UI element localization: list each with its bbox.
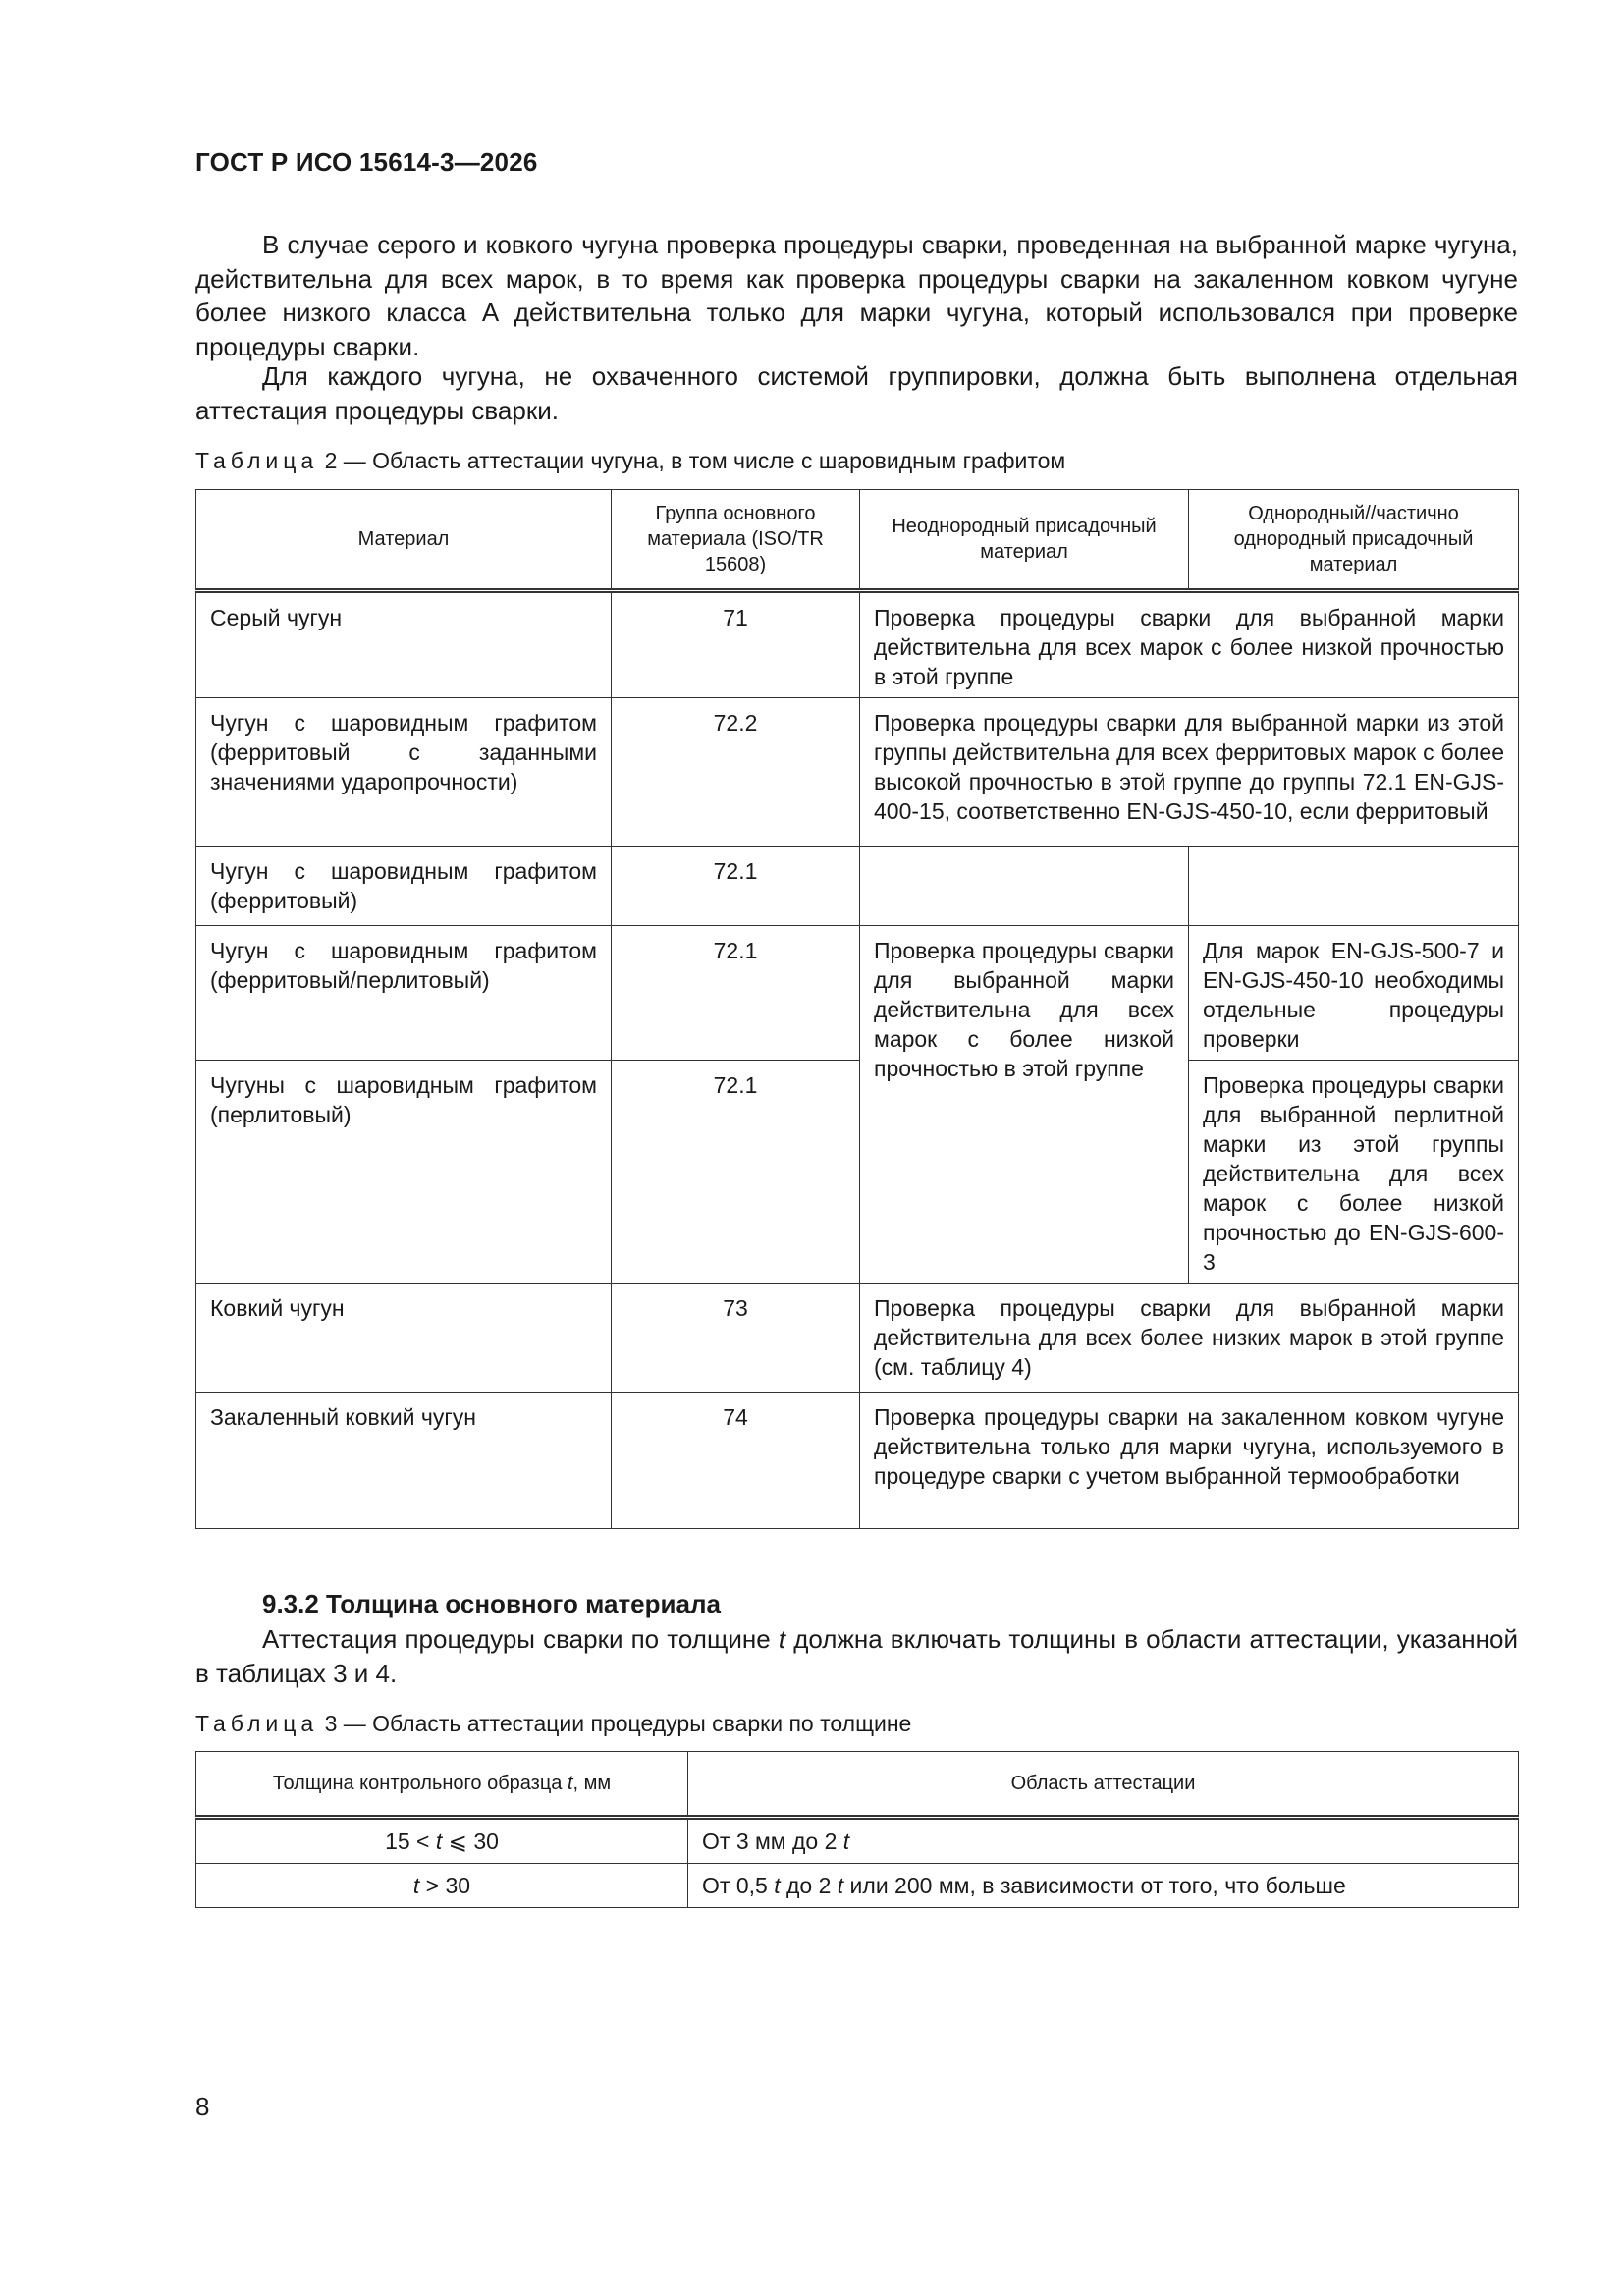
cell-material: Чугун с шаровидным графитом (ферритовый/перлитовый)	[196, 926, 612, 1061]
cell-material: Закаленный ковкий чугун	[196, 1393, 612, 1529]
cell-homogeneous: Для марок EN-GJS-500-7 и EN-GJS-450-10 необходимы отдельные процедуры проверки	[1189, 926, 1519, 1061]
cell-material: Серый чугун	[196, 591, 612, 698]
cell-material: Чугуны с шаровидным графитом (перлитовый)	[196, 1061, 612, 1284]
table-3-caption-word: Таблица	[195, 1711, 319, 1736]
table-row	[196, 1284, 1519, 1393]
range-var: t	[774, 1872, 781, 1898]
thickness-var: t	[412, 1872, 420, 1898]
cell-group: 72.1	[612, 926, 860, 1061]
cell-qualification: Проверка процедуры сварки для выбранной марки действительна для всех марок с более низкой прочностью в этой группе	[860, 591, 1519, 698]
thickness-text-b: > 30	[419, 1872, 471, 1898]
table-row	[196, 847, 1519, 926]
table-row	[196, 591, 1519, 698]
range-var: t	[842, 1828, 850, 1854]
cell-thickness	[196, 1818, 688, 1864]
header-homogeneous-filler: Однородный//частично однородный присадочный материал	[1189, 490, 1519, 591]
table-row	[196, 1061, 1519, 1284]
intro-paragraph-2: Для каждого чугуна, не охваченного системой группировки, должна быть выполнена отдельная аттестация процедуры сварки.	[195, 361, 1518, 425]
range-text-c: или 200 мм, в зависимости от того, что больше	[843, 1872, 1346, 1898]
cell-heterogeneous: Проверка процедуры сварки для выбранной марки действительна для всех марок с более низкой прочностью в этой группе	[860, 926, 1189, 1284]
cell-group: 74	[612, 1393, 860, 1529]
table-2-caption-text: 2 — Область аттестации чугуна, в том числе с шаровидным графитом	[318, 448, 1066, 473]
header-thickness-unit: , мм	[572, 1772, 612, 1794]
cell-group: 72.2	[612, 698, 860, 847]
header-heterogeneous-filler: Неоднородный присадочный материал	[860, 490, 1189, 591]
cell-heterogeneous	[860, 847, 1189, 926]
table-3-caption-text: 3 — Область аттестации процедуры сварки по толщине	[318, 1711, 912, 1736]
cell-group: 72.1	[612, 1061, 860, 1284]
document-code-header: ГОСТ Р ИСО 15614-3—2026	[195, 147, 538, 177]
table-2-caption-word: Таблица	[195, 448, 319, 473]
cell-material: Чугун с шаровидным графитом (ферритовый)	[196, 847, 612, 926]
table-row	[196, 926, 1519, 1061]
cell-group: 73	[612, 1284, 860, 1393]
thickness-text-b: ⩽ 30	[442, 1828, 499, 1854]
table-3-thickness-qualification	[195, 1751, 1519, 1908]
header-qualification-range: Область аттестации	[688, 1752, 1519, 1818]
cell-material: Ковкий чугун	[196, 1284, 612, 1393]
cell-thickness	[196, 1864, 688, 1908]
section-paragraph	[195, 1622, 1518, 1690]
table-header-row	[196, 1752, 1519, 1818]
table-2-cast-iron-qualification	[195, 489, 1519, 1529]
cell-qualification: Проверка процедуры сварки для выбранной марки из этой группы действительна для всех ферритовых марок с более высокой прочностью в этой группе до группы 72.1 EN-GJS-400-15, соответственно EN-GJS-450-10, если ферритовый	[860, 698, 1519, 847]
header-material: Материал	[196, 490, 612, 591]
cell-range	[688, 1818, 1519, 1864]
section-heading: 9.3.2 Толщина основного материала	[262, 1589, 721, 1618]
table-row	[196, 1393, 1519, 1529]
header-specimen-thickness	[196, 1752, 688, 1818]
header-material-group: Группа основного материала (ISO/TR 15608)	[612, 490, 860, 591]
table-header-row	[196, 490, 1519, 591]
thickness-variable: t	[778, 1624, 786, 1654]
intro-paragraph-1: В случае серого и ковкого чугуна проверка процедуры сварки, проведенная на выбранной марке чугуна, действительна для всех марок, в то время как проверка процедуры сварки на закаленном ковком чугуне более низкого класса А действительна только для марки чугуна, который использовался при проверке процедуры сварки.	[195, 230, 1518, 361]
cell-group: 71	[612, 591, 860, 698]
table-row	[196, 1818, 1519, 1864]
section-text-end: должна включать толщины в области аттестации, указанной в таблицах 3 и 4.	[195, 1624, 1518, 1688]
thickness-var: t	[435, 1828, 443, 1854]
table-2-caption	[195, 448, 1065, 474]
range-text-a: От 3 мм до 2	[702, 1828, 843, 1854]
thickness-text-a: 15 <	[385, 1828, 436, 1854]
cell-group: 72.1	[612, 847, 860, 926]
range-text-b: до 2	[780, 1872, 838, 1898]
table-row	[196, 698, 1519, 847]
table-3-caption	[195, 1711, 911, 1737]
page-number: 8	[195, 2092, 210, 2121]
header-thickness-var: t	[567, 1772, 573, 1794]
cell-homogeneous: Проверка процедуры сварки для выбранной перлитной марки из этой группы действительна для всех марок с более низкой прочностью до EN-GJS-600-3	[1189, 1061, 1519, 1284]
cell-qualification: Проверка процедуры сварки для выбранной марки действительна для всех более низких марок в этой группе (см. таблицу 4)	[860, 1284, 1519, 1393]
range-var-2: t	[837, 1872, 844, 1898]
cell-material: Чугун с шаровидным графитом (ферритовый с заданными значениями ударопрочности)	[196, 698, 612, 847]
cell-homogeneous	[1189, 847, 1519, 926]
cell-qualification: Проверка процедуры сварки на закаленном ковком чугуне действительна только для марки чугуна, используемого в процедуре сварки с учетом выбранной термообработки	[860, 1393, 1519, 1529]
header-thickness-text: Толщина контрольного образца	[272, 1772, 568, 1794]
range-text-a: От 0,5	[702, 1872, 775, 1898]
cell-range	[688, 1864, 1519, 1908]
section-text-start: Аттестация процедуры сварки по толщине	[262, 1624, 779, 1654]
table-row	[196, 1864, 1519, 1908]
